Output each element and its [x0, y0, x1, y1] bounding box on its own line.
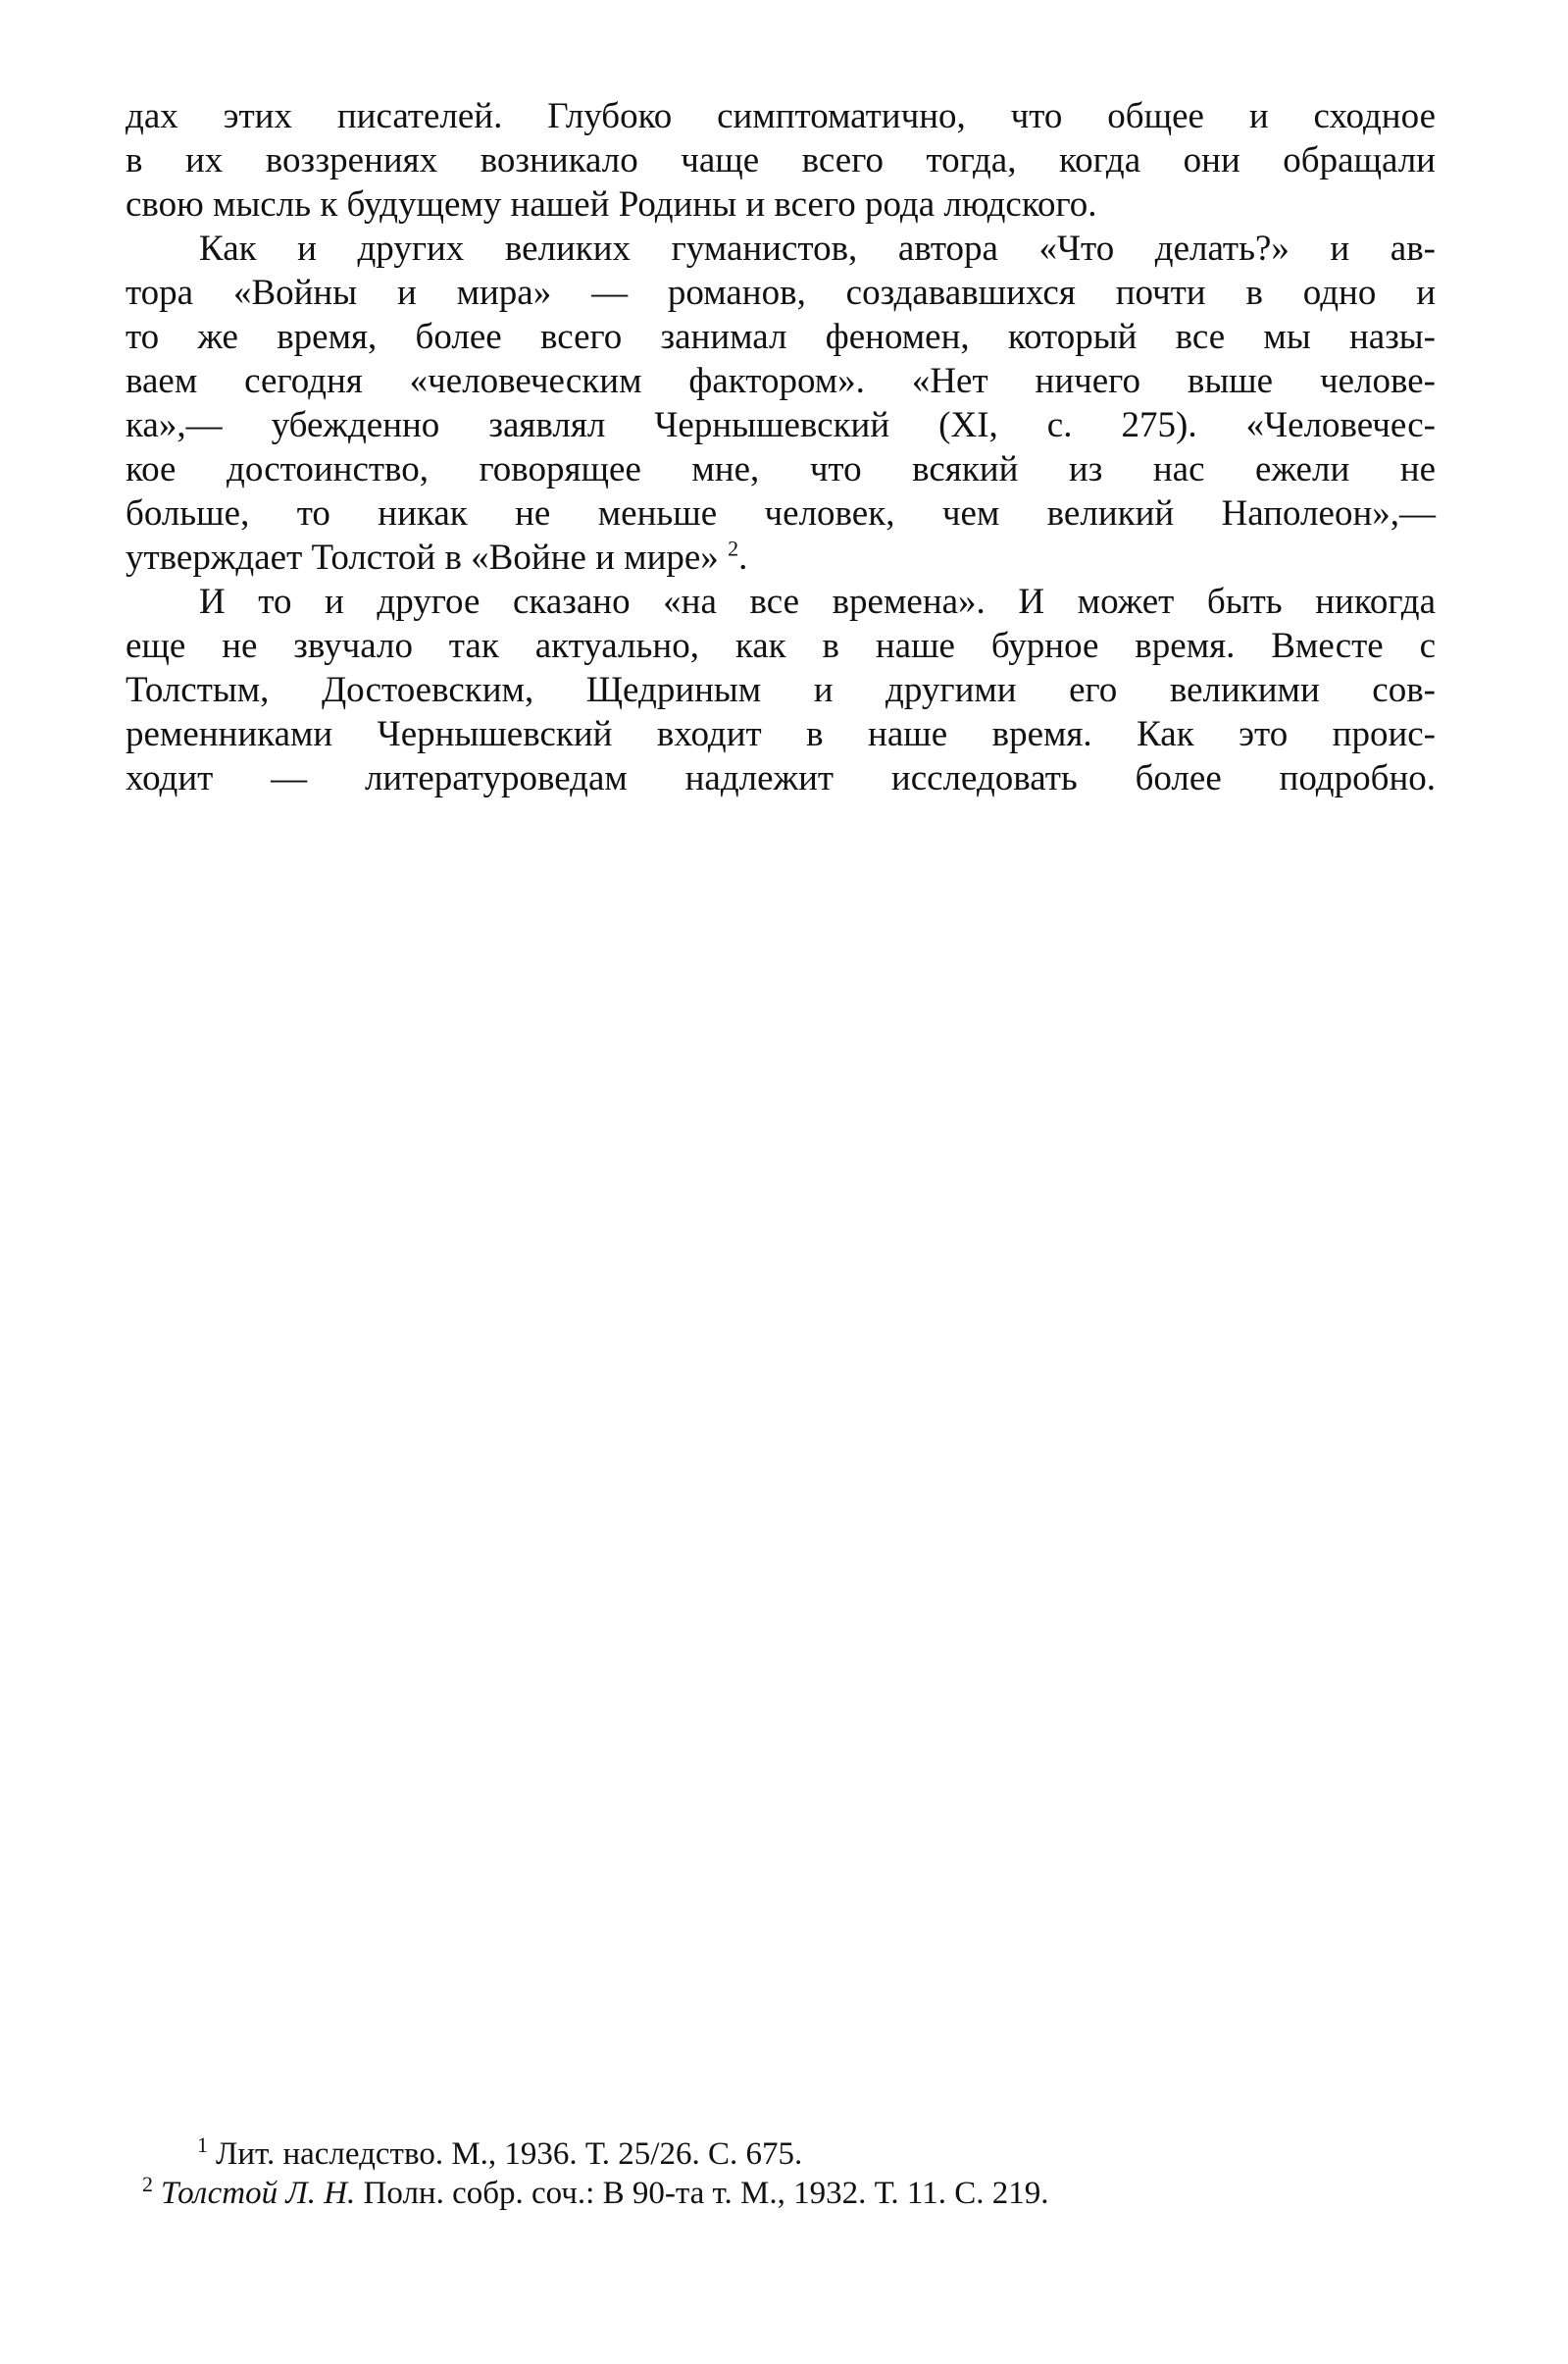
- text-line: [126, 536, 1436, 580]
- text-line: еще не звучало так актуально, как в наше бурное время. Вместе с: [126, 626, 1436, 666]
- text-line: Как и других великих гуманистов, автора «Что делать?» и ав-: [199, 229, 1436, 269]
- text-line: ременниками Чернышевский входит в наше время. Как это проис-: [126, 714, 1436, 754]
- paragraph: [126, 227, 1436, 580]
- text-line: дах этих писателей. Глубоко симптоматично, что общее и сходное: [126, 96, 1436, 136]
- footnote: 2 Толстой Л. Н. Полн. собр. соч.: В 90-та т. М., 1932. Т. 11. С. 219.: [142, 2172, 1049, 2211]
- footnotes: [126, 2134, 1400, 2213]
- text-line: ка»,— убежденно заявлял Чернышевский (XI, с. 275). «Человечес-: [126, 405, 1436, 445]
- text-line: больше, то никак не меньше человек, чем великий Наполеон»,—: [126, 493, 1436, 534]
- text-line-content: утверждает Толстой в «Войне и мире»: [126, 538, 729, 578]
- footnote: 1 Лит. наследство. М., 1936. Т. 25/26. С. 675.: [197, 2133, 803, 2172]
- text-line: ваем сегодня «человеческим фактором». «Нет ничего выше челове-: [126, 361, 1436, 401]
- footnote-author: Толстой Л. Н.: [161, 2176, 356, 2211]
- text-line: кое достоинство, говорящее мне, что всякий из нас ежели не: [126, 449, 1436, 489]
- footnote-text: Полн. собр. соч.: В 90-та т. М., 1932. Т. 11. С. 219.: [355, 2176, 1049, 2211]
- footnote-reference[interactable]: 2: [728, 536, 739, 561]
- text-line: тора «Войны и мира» — романов, создававшихся почти в одно и: [126, 273, 1436, 313]
- footnote-text: Лит. наследство. М., 1936. Т. 25/26. С. 675.: [216, 2136, 803, 2172]
- text-line: ходит — литературоведам надлежит исследовать более подробно.: [126, 758, 1436, 798]
- text-line: свою мысль к будущему нашей Родины и всего рода людского.: [126, 184, 1097, 225]
- text-line-tail: .: [738, 538, 748, 578]
- text-line: то же время, более всего занимал феномен, который все мы назы-: [126, 317, 1436, 357]
- text-line: в их воззрениях возникало чаще всего тогда, когда они обращали: [126, 140, 1436, 180]
- body-text: [126, 94, 1436, 800]
- text-line: Толстым, Достоевским, Щедриным и другими его великими сов-: [126, 670, 1436, 710]
- paragraph: [126, 94, 1436, 227]
- text-line: И то и другое сказано «на все времена». И может быть никогда: [199, 582, 1436, 622]
- paragraph: [126, 580, 1436, 800]
